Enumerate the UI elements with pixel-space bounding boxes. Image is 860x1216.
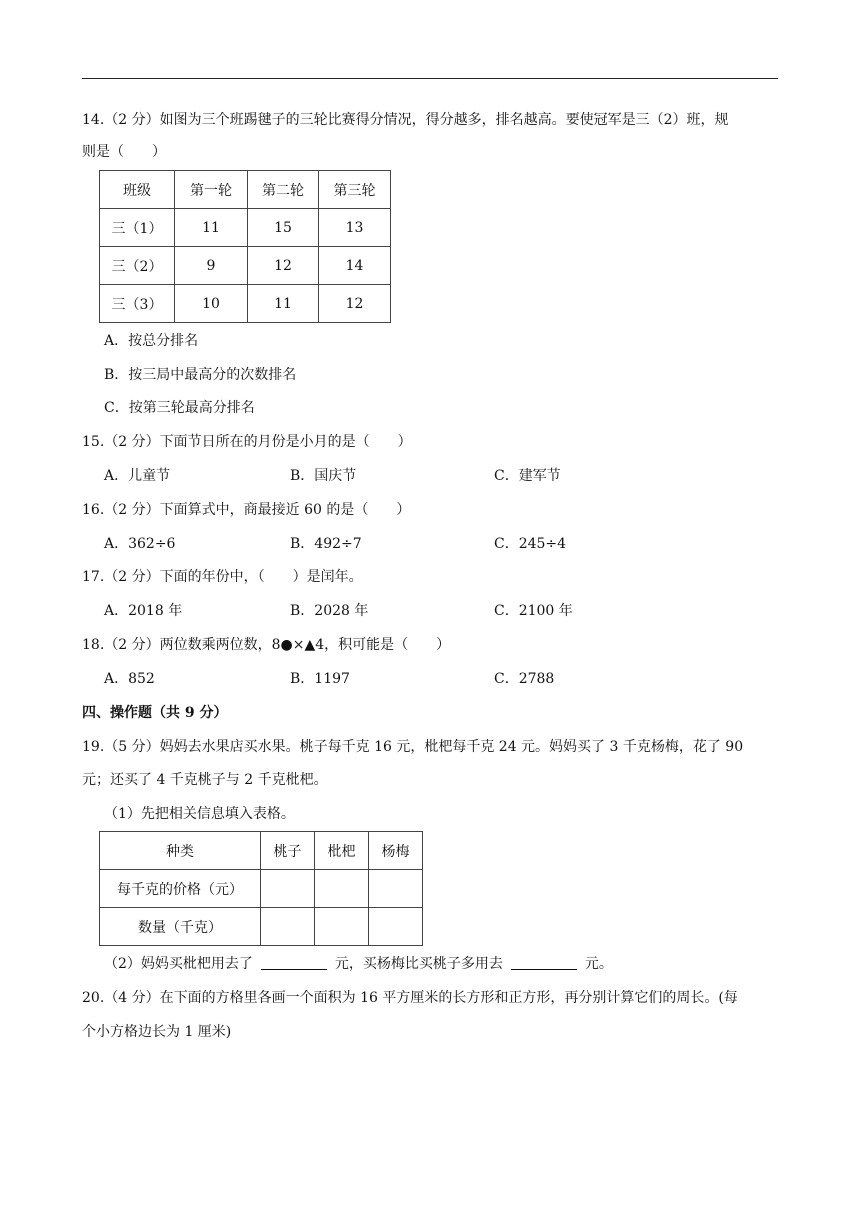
q17-stem: 17.（2 分）下面的年份中，（ ）是闰年。 [82,569,363,585]
answer-blank-2[interactable] [511,955,577,970]
header-rule [82,78,778,79]
table-header-row [100,832,423,870]
table-cell: 三（1） [100,209,175,247]
q17-option-c: C．2100 年 [494,603,573,619]
table-cell: 14 [319,247,391,285]
table-header-cell: 第三轮 [319,171,391,209]
table-row [100,247,391,285]
answer-cell[interactable] [369,908,423,946]
q14-option-b: B．按三局中最高分的次数排名 [104,367,297,383]
q19-sub2-text-c: 元。 [584,956,613,972]
answer-blank-1[interactable] [261,955,327,970]
q18-option-c: C．2788 [494,671,555,687]
q16-option-c: C．245÷4 [494,536,567,552]
table-header-cell: 杨梅 [369,832,423,870]
table-row [100,285,391,323]
q14-score-table [99,170,391,323]
q19-sub2 [104,954,613,974]
q18-option-b: B．1197 [290,671,350,687]
q19-sub2-text-a: （2）妈妈买枇杷用去了 [104,956,253,972]
table-cell: 12 [319,285,391,323]
table-row [100,209,391,247]
table-header-cell: 第一轮 [175,171,248,209]
q19-stem-line1: 19.（5 分）妈妈去水果店买水果。桃子每千克 16 元，枇杷每千克 24 元。妈妈买了 3 千克杨梅，花了 90 [82,739,744,755]
table-cell: 三（3） [100,285,175,323]
q15-option-b: B．国庆节 [290,468,357,484]
table-cell: 11 [175,209,248,247]
q14-stem-line1: 14.（2 分）如图为三个班踢毽子的三轮比赛得分情况，得分越多，排名越高。要使冠军是三（2）班，规 [82,112,729,128]
table-cell: 数量（千克） [100,908,261,946]
q19-stem-line2: 元；还买了 4 千克桃子与 2 千克枇杷。 [82,772,328,788]
table-cell: 9 [175,247,248,285]
answer-cell[interactable] [315,870,369,908]
answer-cell[interactable] [315,908,369,946]
table-row [100,908,423,946]
answer-cell[interactable] [261,870,315,908]
q20-stem-line2: 个小方格边长为 1 厘米) [82,1024,232,1040]
q19-sub2-text-b: 元，买杨梅比买桃子多用去 [334,956,503,972]
q19-sub1: （1）先把相关信息填入表格。 [104,806,295,822]
q17-option-a: A．2018 年 [104,603,183,619]
table-cell: 12 [248,247,319,285]
table-cell: 三（2） [100,247,175,285]
table-cell: 13 [319,209,391,247]
table-header-cell: 桃子 [261,832,315,870]
q18-stem: 18.（2 分）两位数乘两位数，8●×▲4，积可能是（ ） [82,637,451,653]
table-header-cell: 种类 [100,832,261,870]
q14-stem-line2: 则是（ ） [82,144,166,160]
table-header-cell: 班级 [100,171,175,209]
table-cell: 每千克的价格（元） [100,870,261,908]
answer-cell[interactable] [261,908,315,946]
q16-option-b: B．492÷7 [290,536,362,552]
q15-option-c: C．建军节 [494,468,561,484]
table-cell: 10 [175,285,248,323]
table-cell: 11 [248,285,319,323]
q14-option-c: C．按第三轮最高分排名 [104,400,255,416]
q17-option-b: B．2028 年 [290,603,369,619]
table-header-row [100,171,391,209]
q20-stem-line1: 20.（4 分）在下面的方格里各画一个面积为 16 平方厘米的长方形和正方形，再分别计算它们的周长。(每 [82,990,738,1006]
table-row [100,870,423,908]
q16-option-a: A．362÷6 [104,536,176,552]
table-header-cell: 枇杷 [315,832,369,870]
q19-fruit-table [99,831,423,946]
q16-stem: 16.（2 分）下面算式中，商最接近 60 的是（ ） [82,502,411,518]
table-header-cell: 第二轮 [248,171,319,209]
answer-cell[interactable] [369,870,423,908]
table-cell: 15 [248,209,319,247]
q15-option-a: A．儿童节 [104,468,171,484]
q14-option-a: A．按总分排名 [104,333,199,349]
q18-option-a: A．852 [104,671,155,687]
section-title: 四、操作题（共 9 分） [82,705,228,721]
q15-stem: 15.（2 分）下面节日所在的月份是小月的是（ ） [82,434,412,450]
